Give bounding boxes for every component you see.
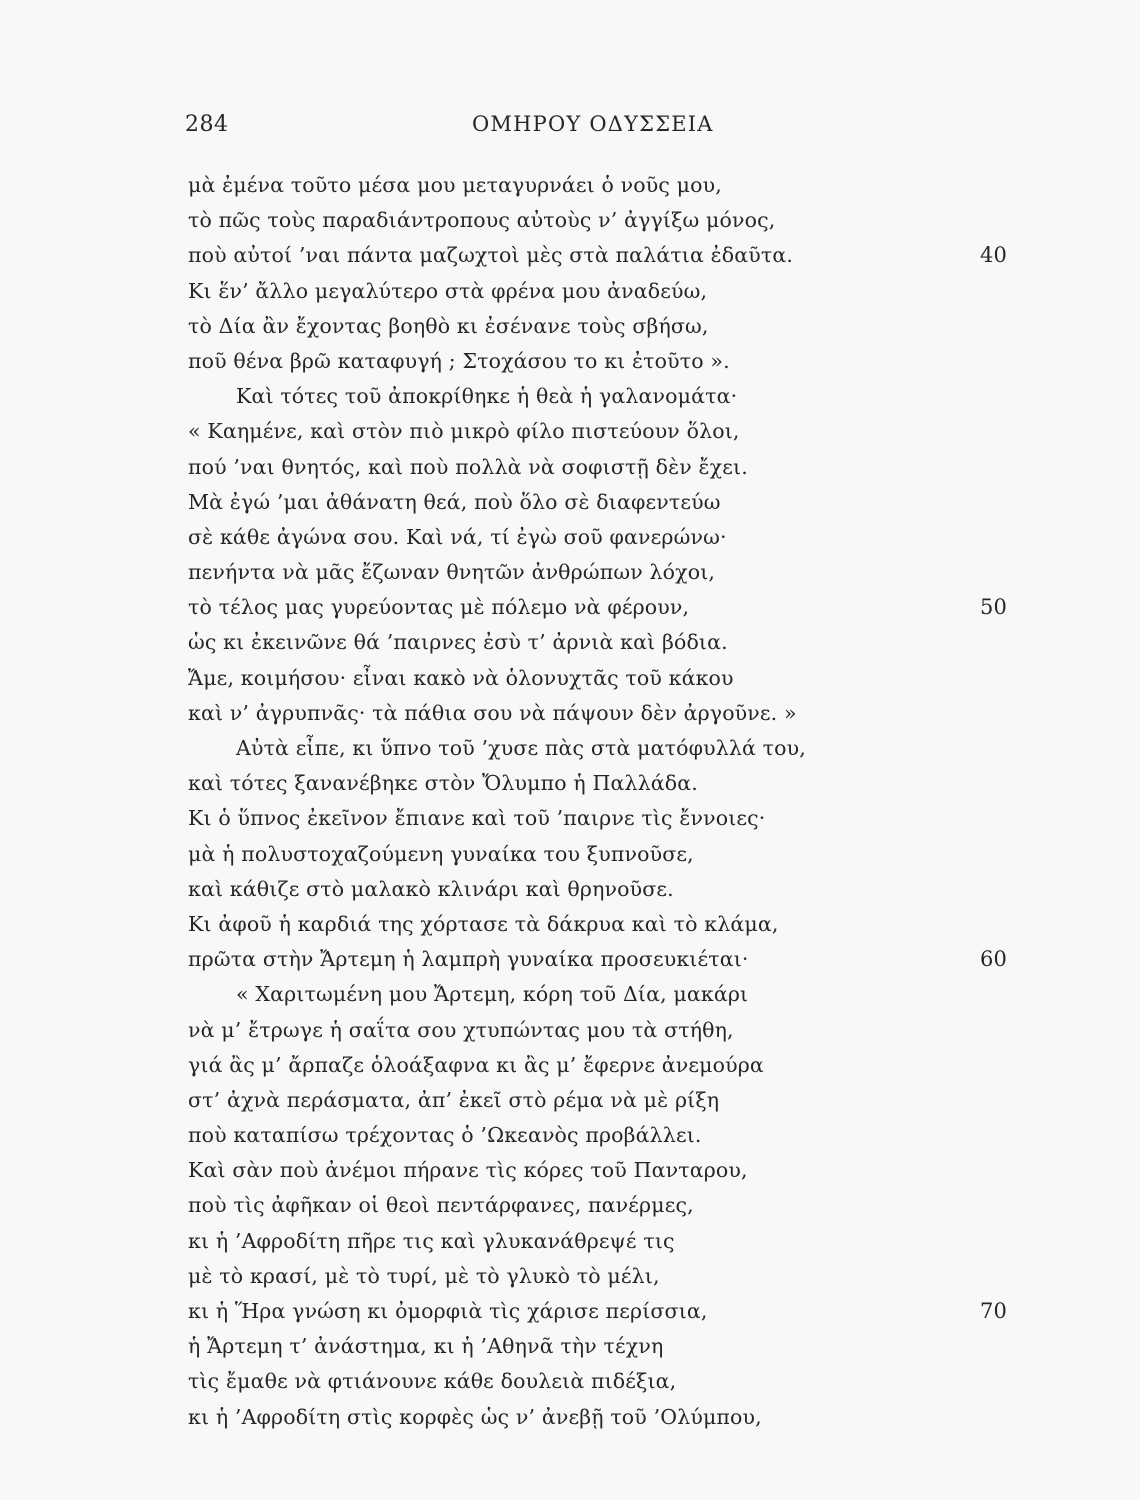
verse-text: κι ἡ Ἥρα γνώση κι ὀμορφιὰ τὶς χάρισε περίσσια, — [188, 1299, 708, 1323]
line-number: 40 — [980, 243, 1008, 268]
verse-text: στ’ ἀχνὰ περάσματα, ἀπ’ ἐκεῖ στὸ ρέμα νὰ μὲ ρίξη — [188, 1087, 720, 1112]
verse-text: Ἄμε, κοιμήσου· εἶναι κακὸ νὰ ὁλονυχτᾶς τοῦ κάκου — [188, 665, 734, 690]
verse-text: γιά ἂς μ’ ἄρπαζε ὁλοάξαφνα κι ἂς μ’ ἔφερνε ἀνεμούρα — [188, 1052, 764, 1077]
verse-text: τὸ Δία ἂν ἔχοντας βοηθὸ κι ἐσένανε τοὺς σβήσω, — [188, 313, 709, 338]
verse-text: ποῦ θένα βρῶ καταφυγή ; Στοχάσου το κι ἐτοῦτο ». — [188, 348, 730, 373]
verse-text: μὲ τὸ κρασί, μὲ τὸ τυρί, μὲ τὸ γλυκὸ τὸ μέλι, — [188, 1263, 660, 1288]
verse-text: Κι ἕν’ ἄλλο μεγαλύτερο στὰ φρένα μου ἀναδεύω, — [188, 278, 708, 303]
verse-line — [188, 661, 988, 696]
verse-text: τὸ τέλος μας γυρεύοντας μὲ πόλεμο νὰ φέρουν, — [188, 595, 690, 620]
page-header — [0, 112, 1140, 146]
verse-line — [188, 274, 988, 309]
verse-line — [188, 203, 988, 238]
verse-line — [188, 450, 988, 485]
verse-text: πρῶτα στὴν Ἄρτεμη ἡ λαμπρὴ γυναίκα προσευκιέται· — [188, 947, 749, 972]
verse-line — [188, 1118, 988, 1153]
verse-text: Κι ὁ ὕπνος ἐκεῖνον ἔπιανε καὶ τοῦ ’παιρνε τὶς ἔννοιες· — [188, 806, 766, 831]
verse-line — [188, 1294, 1008, 1329]
verse-text: τὸ πῶς τοὺς παραδιάντροπους αὐτοὺς ν’ ἀγγίξω μόνος, — [188, 208, 776, 233]
verse-line — [188, 1188, 988, 1223]
verse-text: ἡ Ἄρτεμη τ’ ἀνάστημα, κι ἡ ’Αθηνᾶ τὴν τέχνη — [188, 1334, 664, 1359]
verse-line — [188, 1329, 988, 1364]
verse-text: πενήντα νὰ μᾶς ἔζωναν θνητῶν ἀνθρώπων λόχοι, — [188, 560, 716, 585]
verse-line — [188, 977, 988, 1012]
line-number: 50 — [980, 595, 1008, 620]
verse-line — [188, 696, 988, 731]
verse-text: σὲ κάθε ἀγώνα σου. Καὶ νά, τί ἐγὼ σοῦ φανερώνω· — [188, 524, 727, 549]
verse-line — [188, 1083, 988, 1118]
verse-line — [188, 520, 988, 555]
verse-text: ποὺ καταπίσω τρέχοντας ὁ ’Ωκεανὸς προβάλλει. — [188, 1123, 702, 1148]
verse-text: « Χαριτωμένη μου Ἄρτεμη, κόρη τοῦ Δία, μακάρι — [236, 982, 749, 1007]
verse-line — [188, 801, 988, 836]
verse-text: Καὶ τότες τοῦ ἀποκρίθηκε ἡ θεὰ ἡ γαλανομάτα· — [236, 384, 738, 409]
verse-line — [188, 309, 988, 344]
verse-text: Μὰ ἐγώ ’μαι ἀθάνατη θεά, ποὺ ὅλο σὲ διαφεντεύω — [188, 489, 721, 514]
verse-text: ποὺ τὶς ἀφῆκαν οἱ θεοὶ πεντάρφανες, πανέρμες, — [188, 1193, 694, 1218]
verse-line — [188, 837, 988, 872]
verse-line — [188, 1224, 988, 1259]
verse-line — [188, 625, 988, 660]
running-title: ΟΜΗΡΟΥ ΟΔΥΣΣΕΙΑ — [472, 112, 714, 136]
verse-line — [188, 485, 988, 520]
verse-line — [188, 344, 988, 379]
verse-line — [188, 1259, 988, 1294]
verse-text: κι ἡ ’Αφροδίτη πῆρε τις καὶ γλυκανάθρεψέ τις — [188, 1228, 675, 1253]
verse-text: νὰ μ’ ἔτρωγε ἡ σαΐτα σου χτυπώντας μου τὰ στήθη, — [188, 1017, 734, 1042]
verse-text: Καὶ σὰν ποὺ ἀνέμοι πήρανε τὶς κόρες τοῦ Πανταρου, — [188, 1158, 748, 1183]
verse-text: ποὺ αὐτοί ’ναι πάντα μαζωχτοὶ μὲς στὰ παλάτια ἐδαῦτα. — [188, 243, 794, 268]
verse-line — [188, 1048, 988, 1083]
verse-line — [188, 1364, 988, 1399]
verse-text: Κι ἀφοῦ ἡ καρδιά της χόρτασε τὰ δάκρυα καὶ τὸ κλάμα, — [188, 911, 779, 936]
verse-line — [188, 942, 1008, 977]
verse-text: καὶ ν’ ἀγρυπνᾶς· τὰ πάθια σου νὰ πάψουν δὲν ἀργοῦνε. » — [188, 700, 797, 725]
verse-line — [188, 379, 988, 414]
verse-text: καὶ τότες ξανανέβηκε στὸν Ὄλυμπο ἡ Παλλάδα. — [188, 771, 698, 796]
line-number: 60 — [980, 947, 1008, 972]
verse-line — [188, 1153, 988, 1188]
verse-line — [188, 907, 988, 942]
verse-text: ὡς κι ἐκεινῶνε θά ’παιρνες ἐσὺ τ’ ἀρνιὰ καὶ βόδια. — [188, 630, 728, 655]
verse-line — [188, 1013, 988, 1048]
verse-text: καὶ κάθιζε στὸ μαλακὸ κλινάρι καὶ θρηνοῦσε. — [188, 876, 674, 901]
page-number: 284 — [185, 112, 229, 137]
line-number: 70 — [980, 1299, 1008, 1323]
verse-line — [188, 731, 988, 766]
verse-text: « Καημένε, καὶ στὸν πιὸ μικρὸ φίλο πιστεύουν ὅλοι, — [188, 419, 740, 444]
verse-line — [188, 1400, 988, 1435]
poem-text — [188, 168, 1008, 1435]
verse-text: Αὐτὰ εἶπε, κι ὕπνο τοῦ ’χυσε πὰς στὰ ματόφυλλά του, — [236, 736, 806, 760]
verse-line — [188, 414, 988, 449]
verse-line — [188, 872, 988, 907]
verse-text: κι ἡ ’Αφροδίτη στὶς κορφὲς ὡς ν’ ἀνεβῇ τοῦ ’Ολύμπου, — [188, 1404, 762, 1429]
verse-text: μὰ ἐμένα τοῦτο μέσα μου μεταγυρνάει ὁ νοῦς μου, — [188, 173, 722, 197]
verse-line — [188, 590, 1008, 625]
verse-line — [188, 168, 988, 203]
verse-text: μὰ ἡ πολυστοχαζούμενη γυναίκα του ξυπνοῦσε, — [188, 841, 694, 866]
verse-line — [188, 766, 988, 801]
verse-line — [188, 238, 1008, 273]
verse-text: τὶς ἔμαθε νὰ φτιάνουνε κάθε δουλειὰ πιδέξια, — [188, 1369, 677, 1394]
verse-text: πού ’ναι θνητός, καὶ ποὺ πολλὰ νὰ σοφιστῇ δὲν ἔχει. — [188, 454, 748, 479]
verse-line — [188, 555, 988, 590]
